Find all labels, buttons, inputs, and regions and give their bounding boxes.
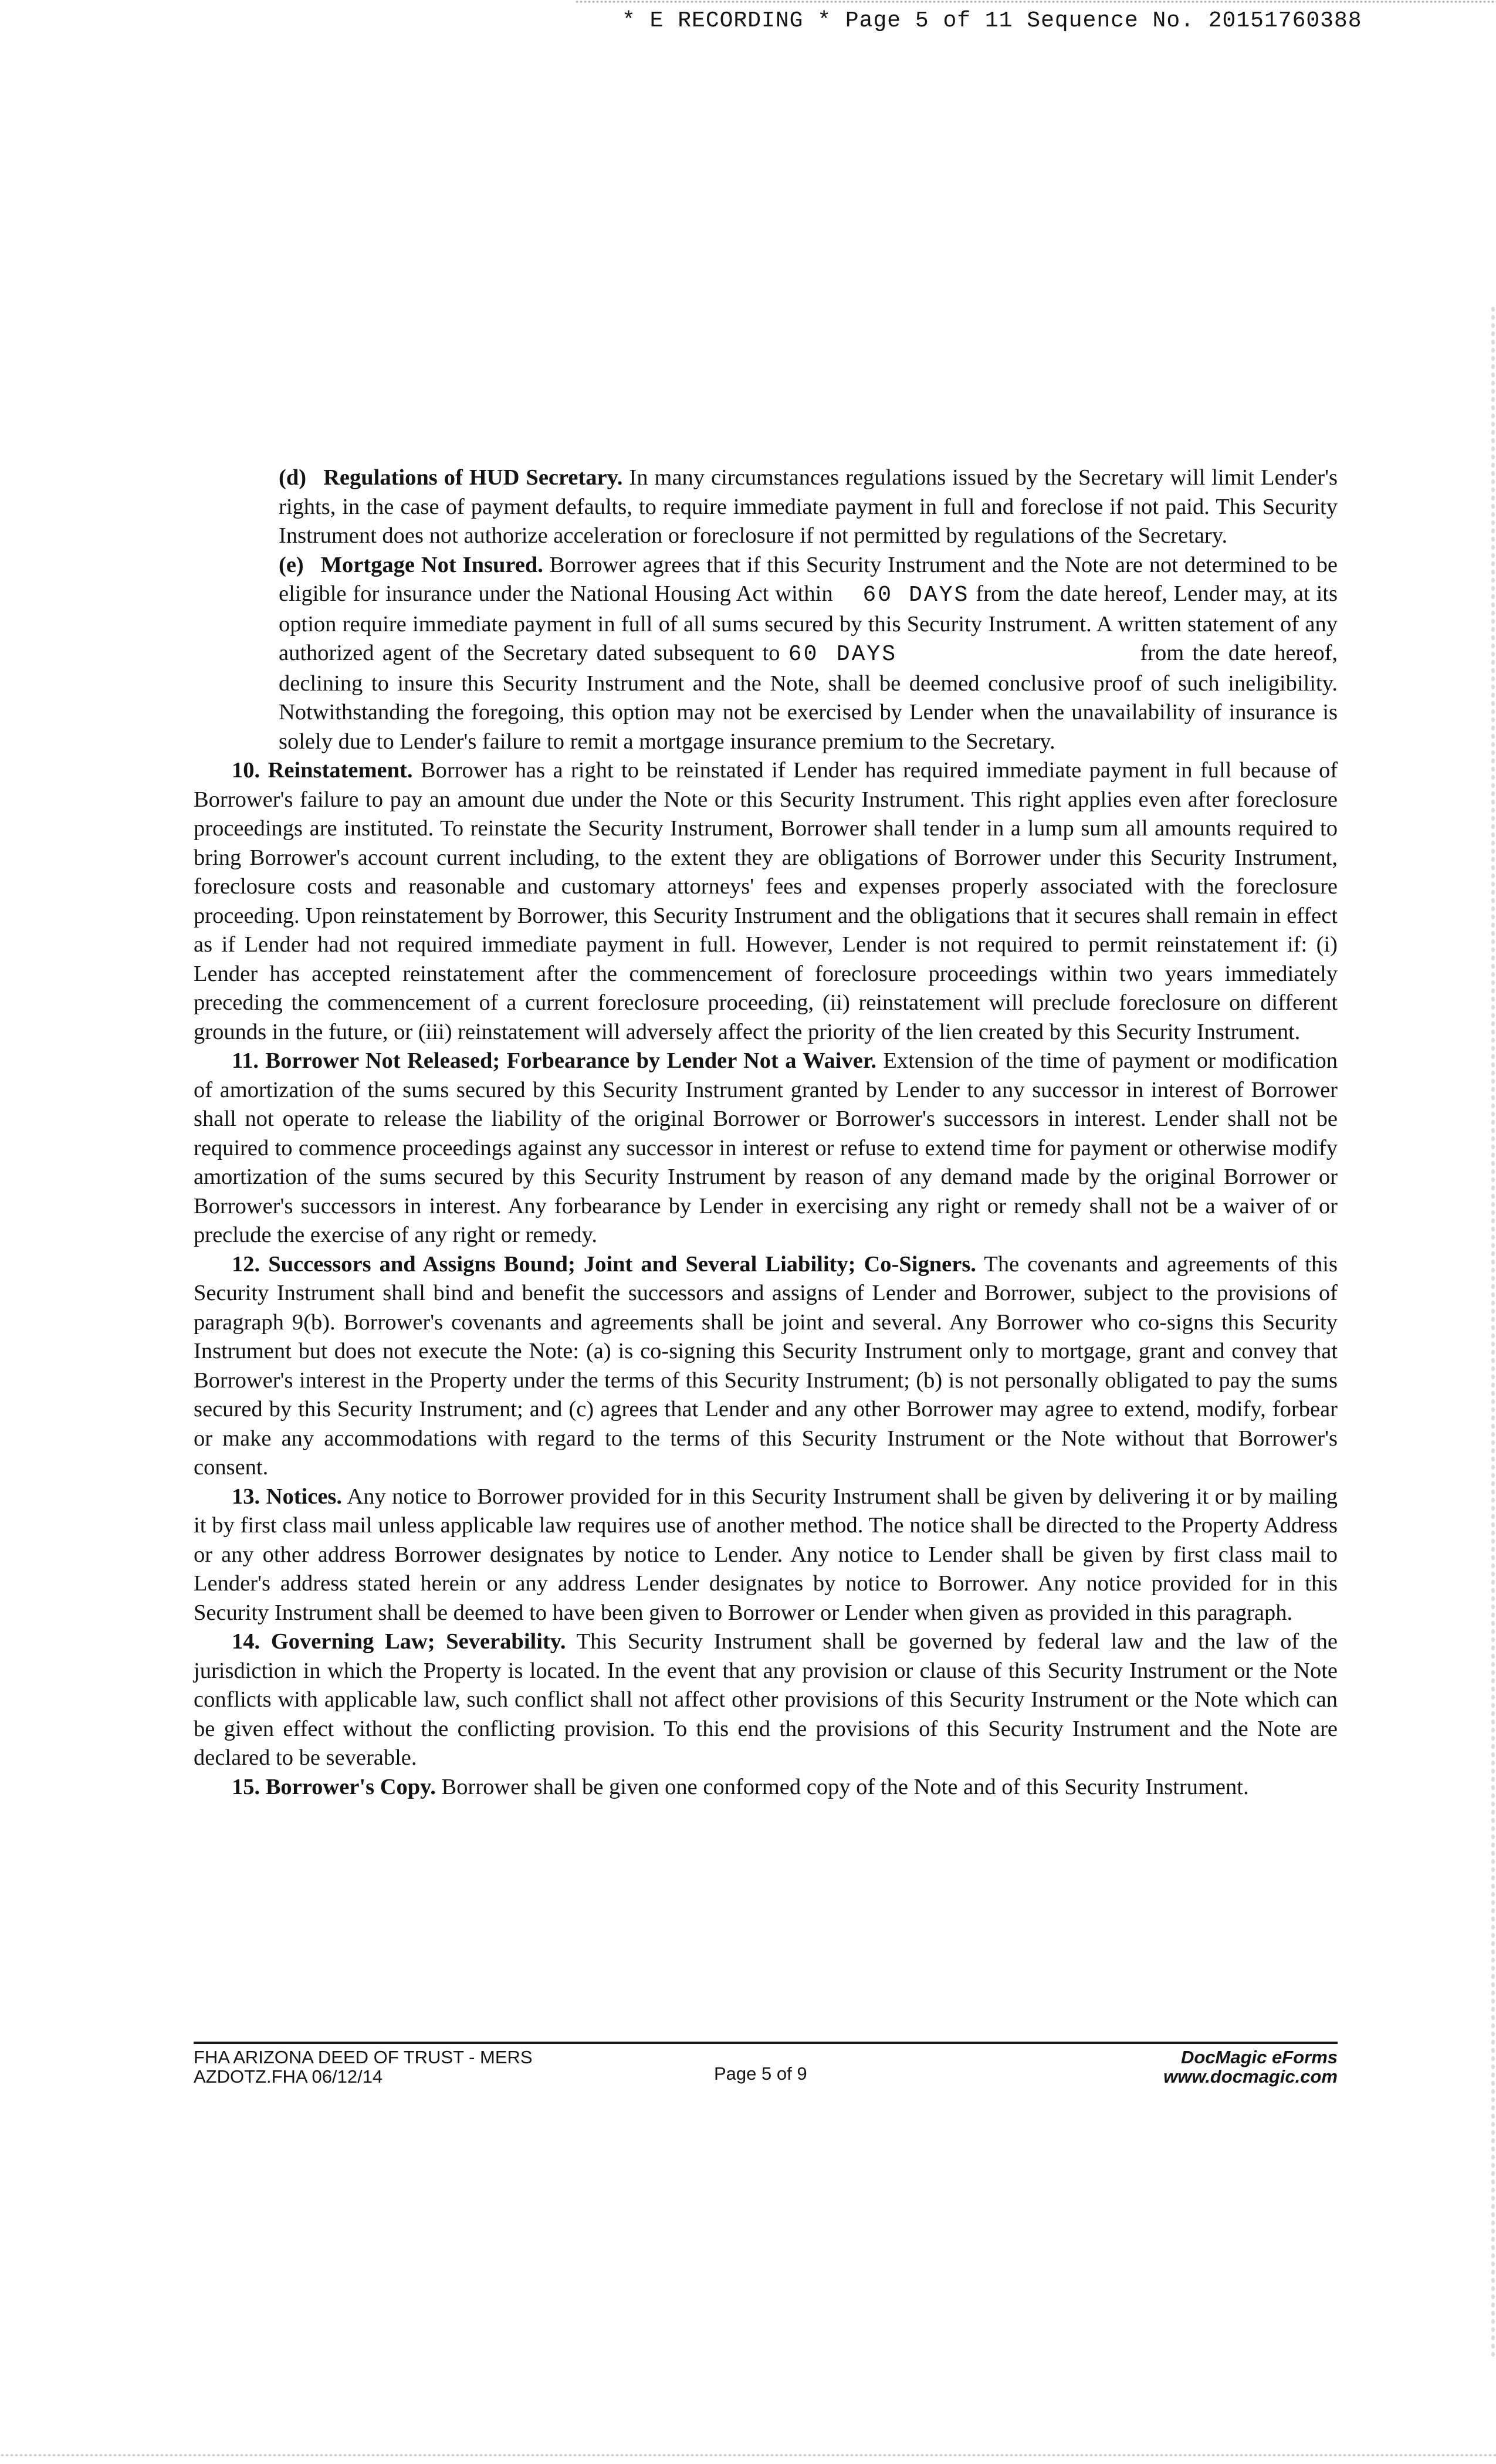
section-e-text-1: Borrower agrees that if this Security Instrument and the Note are not determined to be eligible for insurance under the National Housing Act within <box>279 552 1338 606</box>
section-12 <box>194 1250 1338 1483</box>
section-10 <box>194 756 1338 1047</box>
section-12-number: 12. <box>232 1251 260 1277</box>
section-12-text: The covenants and agreements of this Security Instrument shall bind and benefit the successors and assigns of Lender and Borrower, subject to the provisions of paragraph 9(b). Borrower's covenants and agreements shall be joint and several. Any Borrower who co-signs this Security Instrument but does not execute the Note: (a) is co-signing this Security Instrument only to mortgage, grant and convey that Borrower's interest in the Property under the terms of this Security Instrument; (b) is not personally obligated to pay the sums secured by this Security Instrument; and (c) agrees that Lender and any other Borrower may agree to extend, modify, forbear or make any accommodations with regard to the terms of this Security Instrument or the Note without that Borrower's consent. <box>194 1251 1338 1480</box>
section-14 <box>194 1627 1338 1773</box>
footer-form-code: AZDOTZ.FHA 06/12/14 <box>194 2066 383 2087</box>
scan-edge-right <box>1490 305 1496 2358</box>
scan-edge-bottom <box>0 2453 1496 2457</box>
section-10-number: 10. <box>232 758 260 783</box>
section-11-title: Borrower Not Released; Forbearance by Lender Not a Waiver. <box>265 1048 877 1073</box>
section-13 <box>194 1483 1338 1628</box>
page-footer <box>194 2042 1338 2087</box>
section-d-text: In many circumstances regulations issued by the Secretary will limit Lender's rights, in the case of payment defaults, to require immediate payment in full and foreclose if not paid. This Security Instrument does not authorize acceleration or foreclosure if not permitted by regulations of the Secretary. <box>279 465 1338 548</box>
footer-form-name: FHA ARIZONA DEED OF TRUST - MERS <box>194 2047 533 2067</box>
footer-brand-block <box>1163 2047 1338 2086</box>
section-d <box>279 463 1338 551</box>
section-12-title: Successors and Assigns Bound; Joint and Several Liability; Co-Signers. <box>268 1251 976 1277</box>
section-13-title: Notices. <box>266 1484 343 1509</box>
section-e-days-1: 60 DAYS <box>862 583 970 608</box>
section-15-text: Borrower shall be given one conformed copy of the Note and of this Security Instrument. <box>441 1774 1249 1799</box>
footer-url: www.docmagic.com <box>1163 2066 1338 2087</box>
section-14-number: 14. <box>232 1629 260 1654</box>
section-e-text-3: from the date hereof, declining to insure this Security Instrument and the Note, shall be deemed conclusive proof of such ineligibility. Notwithstanding the foregoing, this option may not be exercised by Lender when the unavailability of insurance is solely due to Lender's failure to remit a mortgage insurance premium to the Secretary. <box>279 641 1338 754</box>
section-15-number: 15. <box>232 1774 260 1799</box>
section-10-title: Reinstatement. <box>268 758 413 783</box>
section-e-title: Mortgage Not Insured. <box>320 552 543 577</box>
section-d-label: (d) <box>279 465 307 490</box>
section-e-text-2: from the date hereof, Lender may, at its option require immediate payment in full of all sums secured by this Security Instrument. A written statement of any authorized agent of the Secretary dated subsequent to <box>279 581 1338 665</box>
section-14-title: Governing Law; Severability. <box>270 1629 566 1654</box>
document-body <box>194 463 1338 1802</box>
section-13-number: 13. <box>232 1484 260 1509</box>
section-e-label: (e) <box>279 552 304 577</box>
section-11 <box>194 1047 1338 1250</box>
section-15-title: Borrower's Copy. <box>265 1774 436 1799</box>
section-11-number: 11. <box>232 1048 259 1073</box>
scan-edge-top <box>575 0 1496 4</box>
section-15 <box>194 1773 1338 1802</box>
section-d-title: Regulations of HUD Secretary. <box>323 465 623 490</box>
section-13-text: Any notice to Borrower provided for in this Security Instrument shall be given by delivering it or by mailing it by first class mail unless applicable law requires use of another method. The notice shall be directed to the Property Address or any other address Borrower designates by notice to Lender. Any notice to Lender shall be given by first class mail to Lender's address stated herein or any address Lender designates by notice to Borrower. Any notice provided for in this Security Instrument shall be deemed to have been given to Borrower or Lender when given as provided in this paragraph. <box>194 1484 1338 1625</box>
section-10-text: Borrower has a right to be reinstated if Lender has required immediate payment in full because of Borrower's failure to pay an amount due under the Note or this Security Instrument. This right applies even after foreclosure proceedings are instituted. To reinstate the Security Instrument, Borrower shall tender in a lump sum all amounts required to bring Borrower's account current including, to the extent they are obligations of Borrower under this Security Instrument, foreclosure costs and reasonable and customary attorneys' fees and expenses properly associated with the foreclosure proceeding. Upon reinstatement by Borrower, this Security Instrument and the obligations that it secures shall remain in effect as if Lender had not required immediate payment in full. However, Lender is not required to permit reinstatement if: (i) Lender has accepted reinstatement after the commencement of foreclosure proceedings within two years immediately preceding the commencement of a current foreclosure proceeding, (ii) reinstatement will preclude foreclosure on different grounds in the future, or (iii) reinstatement will adversely affect the priority of the lien created by this Security Instrument. <box>194 758 1338 1044</box>
footer-brand-logo: DocMagic eForms <box>1180 2047 1338 2067</box>
footer-page-number: Page 5 of 9 <box>714 2063 807 2084</box>
section-e <box>279 551 1338 757</box>
recording-header: * E RECORDING * Page 5 of 11 Sequence No. 20151760388 <box>622 8 1362 33</box>
section-11-text: Extension of the time of payment or modification of amortization of the sums secured by this Security Instrument granted by Lender to any successor in interest of Borrower shall not operate to release the liability of the original Borrower or Borrower's successors in interest. Lender shall not be required to commence proceedings against any successor in interest or refuse to extend time for payment or otherwise modify amortization of the sums secured by this Security Instrument by reason of any demand made by the original Borrower or Borrower's successors in interest. Any forbearance by Lender in exercising any right or remedy shall not be a waiver of or preclude the exercise of any right or remedy. <box>194 1048 1338 1247</box>
section-e-days-2: 60 DAYS <box>788 642 898 667</box>
section-14-text: This Security Instrument shall be governed by federal law and the law of the jurisdiction in which the Property is located. In the event that any provision or clause of this Security Instrument or the Note conflicts with applicable law, such conflict shall not affect other provisions of this Security Instrument or the Note which can be given effect without the conflicting provision. To this end the provisions of this Security Instrument and the Note are declared to be severable. <box>194 1629 1338 1770</box>
footer-form-info <box>194 2047 533 2086</box>
